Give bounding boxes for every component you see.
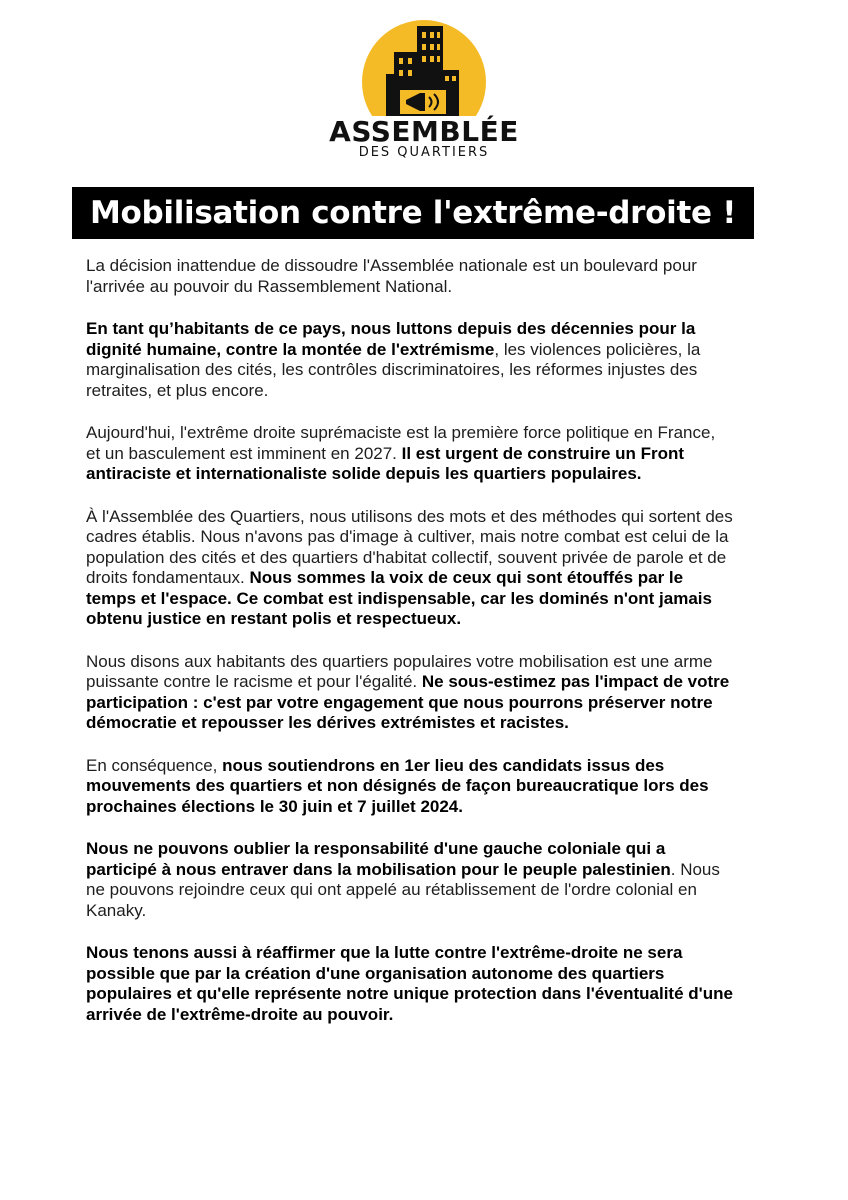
document-body [86, 256, 734, 1047]
paragraph [86, 507, 734, 630]
megaphone-icon [400, 90, 446, 114]
body-text: En conséquence, [86, 755, 223, 775]
paragraph [86, 256, 734, 297]
logo [0, 20, 848, 170]
logo-title: ASSEMBLÉE [329, 115, 519, 148]
bold-text: Nous ne pouvons oublier la responsabilité d'une gauche coloniale qui a participé à nous entraver dans la mobilisation pour le peuple palestinien [86, 839, 671, 879]
body-text: Nous disons aux habitants des quartiers populaires votre mobilisation est une arme puissante contre le racisme et pour l'égalité. [86, 651, 713, 691]
paragraph [86, 943, 734, 1025]
body-text: Aujourd'hui, l'extrême droite suprémaciste est la première force politique en France, et un basculement est imminent en 2027. [86, 423, 716, 463]
body-text: À l'Assemblée des Quartiers, nous utilisons des mots et des méthodes qui sortent des cadres établis. Nous n'avons pas d'image à cultiver, mais notre combat est celui de la population des cités et des quartiers d'habitat collectif, souvent privée de parole et de droits fondamentaux. [86, 506, 733, 587]
bold-text: En tant qu’habitants de ce pays, nous luttons depuis des décennies pour la dignité humaine, contre la montée de l'extrémisme [86, 319, 696, 359]
bold-text: Ne sous-estimez pas l'impact de votre participation : c'est par votre engagement que nous pourrons préserver notre démocratie et repousser les dérives extrémistes et racistes. [86, 672, 730, 732]
page-title: Mobilisation contre l'extrême-droite ! [72, 187, 754, 239]
paragraph [86, 756, 734, 818]
paragraph [86, 319, 734, 401]
logo-subtitle: DES QUARTIERS [358, 145, 490, 160]
body-text: . Nous ne pouvons rejoindre ceux qui ont appelé au rétablissement de l'ordre colonial en Kanaky. [86, 859, 720, 920]
paragraph [86, 423, 734, 485]
bold-text: Nous tenons aussi à réaffirmer que la lutte contre l'extrême-droite ne sera possible que par la création d'une organisation autonome des quartiers populaires et qu'elle représente notre unique protection dans l'éventualité d'une arrivée de l'extrême-droite au pouvoir. [86, 943, 733, 1024]
paragraph [86, 839, 734, 921]
body-text: La décision inattendue de dissoudre l'Assemblée nationale est un boulevard pour l'arrivée au pouvoir du Rassemblement National. [86, 256, 697, 296]
assemblee-logo [324, 20, 524, 160]
bold-text: Il est urgent de construire un Front antiraciste et internationaliste solide depuis les quartiers populaires. [86, 443, 685, 483]
paragraph [86, 652, 734, 734]
body-text: , les violences policières, la marginalisation des cités, les contrôles discriminatoires, les réformes injustes des retraites, et plus encore. [86, 339, 701, 400]
bold-text: Nous sommes la voix de ceux qui sont étouffés par le temps et l'espace. Ce combat est indispensable, car les dominés n'ont jamais obtenu justice en restant polis et respectueux. [86, 568, 712, 628]
bold-text: nous soutiendrons en 1er lieu des candidats issus des mouvements des quartiers et non désignés de façon bureaucratique lors des prochaines élections le 30 juin et 7 juillet 2024. [86, 755, 709, 816]
